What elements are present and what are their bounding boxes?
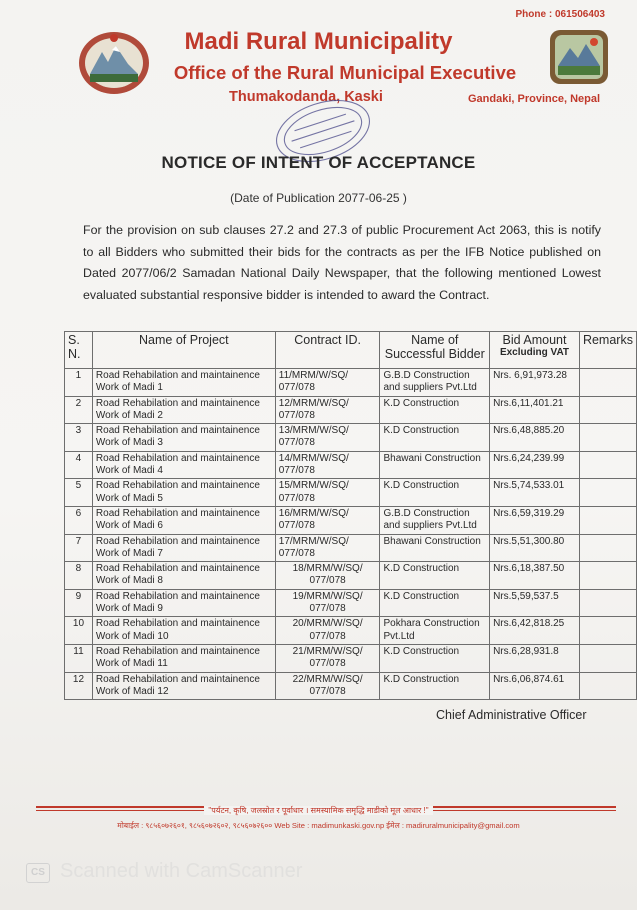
row-project: Road Rehabilation and maintainence Work of Madi 2 bbox=[92, 396, 275, 424]
row-amount: Nrs.6,18,387.50 bbox=[490, 562, 580, 590]
row-bidder: G.B.D Construction and suppliers Pvt.Ltd bbox=[380, 506, 490, 534]
row-contract-id: 20/MRM/W/SQ/ 077/078 bbox=[275, 617, 380, 645]
header-bid-amount-sub: Excluding VAT bbox=[499, 347, 570, 358]
row-sn: 7 bbox=[65, 534, 93, 562]
row-project: Road Rehabilation and maintainence Work of Madi 3 bbox=[92, 424, 275, 452]
row-bidder: K.D Construction bbox=[380, 562, 490, 590]
row-bidder: K.D Construction bbox=[380, 589, 490, 617]
footer-slogan-text: "पर्यटन, कृषि, जलस्रोत र पूर्वाधार । समस्यामिक समृद्धि माडीको मूल आधार !" bbox=[204, 806, 432, 815]
table-row bbox=[65, 451, 637, 479]
row-project: Road Rehabilation and maintainence Work of Madi 12 bbox=[92, 672, 275, 700]
row-remarks bbox=[579, 451, 636, 479]
row-remarks bbox=[579, 672, 636, 700]
office-province: Gandaki, Province, Nepal bbox=[468, 93, 601, 105]
footer-slogan bbox=[0, 805, 637, 816]
row-sn: 6 bbox=[65, 506, 93, 534]
row-sn: 2 bbox=[65, 396, 93, 424]
row-project: Road Rehabilation and maintainence Work of Madi 6 bbox=[92, 506, 275, 534]
row-contract-id: 22/MRM/W/SQ/ 077/078 bbox=[275, 672, 380, 700]
row-amount: Nrs.5,51,300.80 bbox=[490, 534, 580, 562]
row-contract-id: 18/MRM/W/SQ/ 077/078 bbox=[275, 562, 380, 590]
table-row bbox=[65, 617, 637, 645]
row-bidder: K.D Construction bbox=[380, 396, 490, 424]
row-sn: 10 bbox=[65, 617, 93, 645]
row-remarks bbox=[579, 396, 636, 424]
footer-contact: मोबाईल : ९८५६०७२६०१, ९८५६०७२६०२, ९८५६०७२६०० Web Site : madimunkaski.gov.np ईमेल : madiruralmunicipality@gmail.com bbox=[117, 821, 520, 830]
camscanner-logo-icon: CS bbox=[26, 863, 50, 883]
row-project: Road Rehabilation and maintainence Work of Madi 9 bbox=[92, 589, 275, 617]
row-amount: Nrs.6,24,239.99 bbox=[490, 451, 580, 479]
row-contract-id: 21/MRM/W/SQ/ 077/078 bbox=[275, 644, 380, 672]
row-amount: Nrs.6,48,885.20 bbox=[490, 424, 580, 452]
phone-number: Phone : 061506403 bbox=[515, 9, 605, 20]
table-row bbox=[65, 506, 637, 534]
notice-body: For the provision on sub clauses 27.2 and 27.3 of public Procurement Act 2063, this is notify to all Bidders who submitted their bids for the contracts as per the IFB Notice published on Dated 2077/06/2 Samadan National Daily Newspaper, that the following mentioned Lowest evaluated substantial responsive bidder is intended to award the Contract. bbox=[83, 223, 601, 302]
row-amount: Nrs.5,59,537.5 bbox=[490, 589, 580, 617]
row-project: Road Rehabilation and maintainence Work of Madi 7 bbox=[92, 534, 275, 562]
table-row bbox=[65, 589, 637, 617]
row-sn: 4 bbox=[65, 451, 93, 479]
row-sn: 5 bbox=[65, 479, 93, 507]
row-bidder: Bhawani Construction bbox=[380, 534, 490, 562]
table-row bbox=[65, 396, 637, 424]
row-bidder: K.D Construction bbox=[380, 424, 490, 452]
row-bidder: Bhawani Construction bbox=[380, 451, 490, 479]
row-amount: Nrs.6,59,319.29 bbox=[490, 506, 580, 534]
header-bid-amount-label: Bid Amount bbox=[502, 333, 567, 347]
row-bidder: Pokhara Construction Pvt.Ltd bbox=[380, 617, 490, 645]
row-project: Road Rehabilation and maintainence Work of Madi 4 bbox=[92, 451, 275, 479]
row-contract-id: 14/MRM/W/SQ/ 077/078 bbox=[275, 451, 380, 479]
row-amount: Nrs.6,28,931.8 bbox=[490, 644, 580, 672]
row-remarks bbox=[579, 369, 636, 397]
table-row bbox=[65, 644, 637, 672]
row-sn: 8 bbox=[65, 562, 93, 590]
scanner-watermark: Scanned with CamScanner bbox=[60, 860, 303, 882]
row-contract-id: 11/MRM/W/SQ/ 077/078 bbox=[275, 369, 380, 397]
row-project: Road Rehabilation and maintainence Work of Madi 11 bbox=[92, 644, 275, 672]
row-amount: Nrs.5,74,533.01 bbox=[490, 479, 580, 507]
municipality-name: Madi Rural Municipality bbox=[184, 28, 453, 55]
row-amount: Nrs.6,11,401.21 bbox=[490, 396, 580, 424]
table-row bbox=[65, 424, 637, 452]
row-bidder: K.D Construction bbox=[380, 644, 490, 672]
row-remarks bbox=[579, 644, 636, 672]
row-contract-id: 17/MRM/W/SQ/ 077/078 bbox=[275, 534, 380, 562]
table-row bbox=[65, 369, 637, 397]
row-remarks bbox=[579, 617, 636, 645]
header-project: Name of Project bbox=[92, 332, 275, 369]
row-remarks bbox=[579, 562, 636, 590]
publication-date: (Date of Publication 2077-06-25 ) bbox=[230, 191, 407, 205]
row-bidder: K.D Construction bbox=[380, 479, 490, 507]
row-amount: Nrs. 6,91,973.28 bbox=[490, 369, 580, 397]
header-bid-amount bbox=[490, 332, 580, 369]
row-sn: 9 bbox=[65, 589, 93, 617]
row-project: Road Rehabilation and maintainence Work of Madi 5 bbox=[92, 479, 275, 507]
bid-table bbox=[64, 331, 637, 700]
row-sn: 11 bbox=[65, 644, 93, 672]
row-bidder: K.D Construction bbox=[380, 672, 490, 700]
row-contract-id: 19/MRM/W/SQ/ 077/078 bbox=[275, 589, 380, 617]
header-sn: S. N. bbox=[65, 332, 93, 369]
row-remarks bbox=[579, 424, 636, 452]
row-remarks bbox=[579, 479, 636, 507]
row-remarks bbox=[579, 534, 636, 562]
table-row bbox=[65, 562, 637, 590]
table-row bbox=[65, 672, 637, 700]
row-contract-id: 16/MRM/W/SQ/ 077/078 bbox=[275, 506, 380, 534]
row-amount: Nrs.6,42,818.25 bbox=[490, 617, 580, 645]
row-amount: Nrs.6,06,874.61 bbox=[490, 672, 580, 700]
row-contract-id: 15/MRM/W/SQ/ 077/078 bbox=[275, 479, 380, 507]
row-contract-id: 12/MRM/W/SQ/ 077/078 bbox=[275, 396, 380, 424]
row-sn: 1 bbox=[65, 369, 93, 397]
row-bidder: G.B.D Construction and suppliers Pvt.Ltd bbox=[380, 369, 490, 397]
office-name: Office of the Rural Municipal Executive bbox=[173, 62, 517, 83]
table-row bbox=[65, 534, 637, 562]
header-remarks: Remarks bbox=[579, 332, 636, 369]
header-bidder: Name of Successful Bidder bbox=[380, 332, 490, 369]
table-header-row bbox=[65, 332, 637, 369]
row-project: Road Rehabilation and maintainence Work of Madi 10 bbox=[92, 617, 275, 645]
header-contract-id: Contract ID. bbox=[275, 332, 380, 369]
table-row bbox=[65, 479, 637, 507]
row-contract-id: 13/MRM/W/SQ/ 077/078 bbox=[275, 424, 380, 452]
row-remarks bbox=[579, 506, 636, 534]
notice-title: NOTICE OF INTENT OF ACCEPTANCE bbox=[161, 153, 476, 172]
row-project: Road Rehabilation and maintainence Work of Madi 8 bbox=[92, 562, 275, 590]
office-location: Thumakodanda, Kaski bbox=[229, 89, 383, 105]
row-project: Road Rehabilation and maintainence Work of Madi 1 bbox=[92, 369, 275, 397]
signatory-title: Chief Administrative Officer bbox=[436, 708, 587, 722]
row-sn: 3 bbox=[65, 424, 93, 452]
row-remarks bbox=[579, 589, 636, 617]
row-sn: 12 bbox=[65, 672, 93, 700]
